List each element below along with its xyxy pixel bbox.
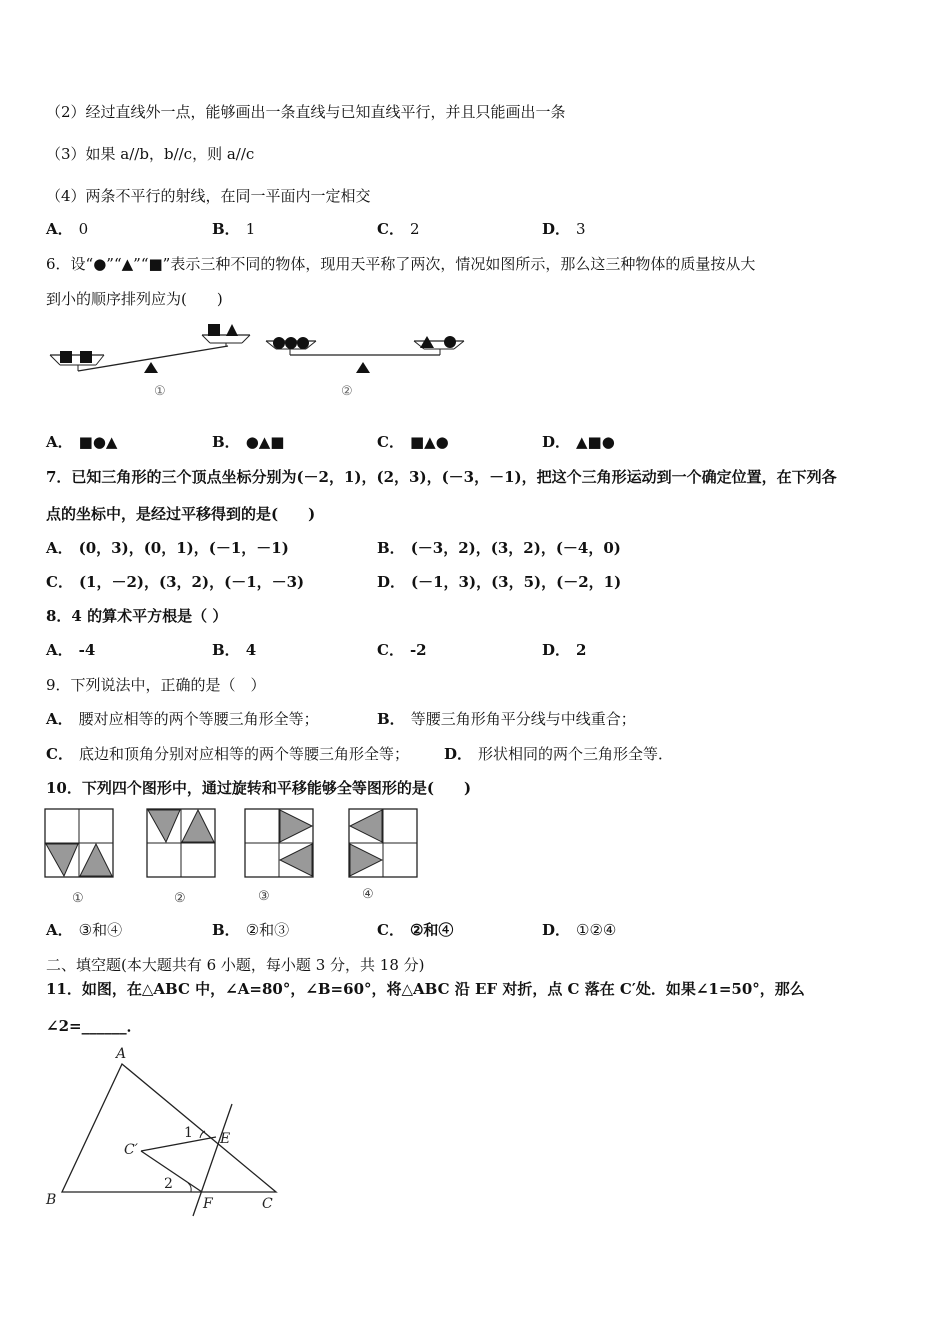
balance-2 (266, 336, 464, 399)
label-a: A (116, 1046, 127, 1062)
figure-label-2: ② (174, 891, 186, 906)
figure-label-1: ① (154, 384, 166, 399)
label-angle-2: 2 (164, 1176, 173, 1192)
circle-icon (444, 336, 456, 348)
q5-option-d: D． 3 (542, 220, 586, 238)
q10-option-c: C． ②和④ (377, 921, 454, 939)
q9-option-b: B． 等腰三角形角平分线与中线重合； (377, 710, 636, 728)
q6-option-a: A． ■●▲ (46, 433, 118, 451)
label-angle-1: 1 (184, 1125, 193, 1141)
q6-stem-line1: 6．设“●”“▲”“■”表示三种不同的物体，现用天平称了两次，情况如图所示，那么这三种物体的质量按从大 (46, 255, 756, 273)
figure-label-4: ④ (362, 887, 374, 902)
q5-option-a: A． 0 (46, 220, 89, 238)
q11-triangle-figure (40, 1040, 290, 1220)
triangle-icon (420, 336, 434, 348)
q11-stem-line1: 11．如图，在△ABC 中，∠A=80°，∠B=60°，将△ABC 沿 EF 对折，点 C 落在 C′处．如果∠1=50°，那么 (46, 980, 805, 998)
grid-figure-4 (349, 809, 417, 902)
q8-stem: 8．4 的算术平方根是（ ） (46, 607, 228, 625)
label-e: E (220, 1131, 231, 1147)
q9-option-d: D． 形状相同的两个三角形全等． (444, 745, 674, 763)
q7-option-b: B． (－3，2)，(3，2)，(－4，0) (377, 539, 621, 557)
figure-label-1: ① (72, 891, 84, 906)
label-c: C (262, 1196, 273, 1212)
square-icon (208, 324, 220, 336)
section-2-title: 二、填空题(本大题共有 6 小题，每小题 3 分，共 18 分) (46, 956, 425, 974)
balance-1 (50, 324, 250, 399)
grid-figure-2 (147, 809, 215, 906)
label-f: F (203, 1196, 213, 1212)
q10-option-a: A． ③和④ (46, 921, 123, 939)
fulcrum-1 (144, 362, 158, 373)
q7-option-c: C． (1，－2)，(3，2)，(－1，－3) (46, 573, 305, 591)
triangle-abc (62, 1064, 276, 1192)
q8-option-d: D． 2 (542, 641, 587, 659)
square-icon (60, 351, 72, 363)
q11-stem-line2: ∠2=______． (46, 1017, 142, 1035)
q8-option-c: C． -2 (377, 641, 427, 659)
triangle-icon (226, 324, 238, 336)
q10-figures (44, 806, 424, 908)
q6-stem-line2: 到小的顺序排列应为( ) (46, 290, 223, 308)
q7-stem-line1: 7．已知三角形的三个顶点坐标分别为(－2，1)，(2，3)，(－3，－1)，把这个三角形运动到一个确定位置，在下列各 (46, 468, 837, 486)
q6-balance-figure (44, 318, 468, 404)
circle-icon (273, 337, 285, 349)
q6-option-b: B． ●▲■ (212, 433, 285, 451)
q6-option-d: D． ▲■● (542, 433, 615, 451)
figure-label-2: ② (341, 384, 353, 399)
grid-figure-1 (45, 809, 113, 906)
q8-option-b: B． 4 (212, 641, 257, 659)
q6-option-c: C． ■▲● (377, 433, 449, 451)
q9-option-c: C． 底边和顶角分别对应相等的两个等腰三角形全等； (46, 745, 409, 763)
q7-stem-line2: 点的坐标中，是经过平移得到的是( ) (46, 505, 316, 523)
fulcrum-2 (356, 362, 370, 373)
q10-option-b: B． ②和③ (212, 921, 290, 939)
statement-3: （3）如果 a//b，b//c，则 a//c (46, 145, 255, 163)
statement-2: （2）经过直线外一点，能够画出一条直线与已知直线平行，并且只能画出一条 (46, 103, 566, 121)
q10-stem: 10．下列四个图形中，通过旋转和平移能够全等图形的是( ) (46, 779, 472, 797)
q7-option-a: A． (0，3)，(0，1)，(－1，－1) (46, 539, 289, 557)
q5-option-c: C． 2 (377, 220, 420, 238)
label-b: B (46, 1192, 57, 1208)
q9-stem: 9．下列说法中，正确的是（ ） (46, 676, 266, 694)
q9-option-a: A． 腰对应相等的两个等腰三角形全等； (46, 710, 319, 728)
q7-option-d: D． (－1，3)，(3，5)，(－2，1) (377, 573, 622, 591)
grid-figure-3 (245, 809, 313, 904)
q8-option-a: A． -4 (46, 641, 96, 659)
label-c-prime: C′ (124, 1142, 138, 1158)
circle-icon (297, 337, 309, 349)
segment-c-prime-e (141, 1137, 216, 1151)
q5-option-b: B． 1 (212, 220, 256, 238)
figure-label-3: ③ (258, 889, 270, 904)
q10-option-d: D． ①②④ (542, 921, 617, 939)
circle-icon (285, 337, 297, 349)
square-icon (80, 351, 92, 363)
statement-4: （4）两条不平行的射线，在同一平面内一定相交 (46, 187, 371, 205)
